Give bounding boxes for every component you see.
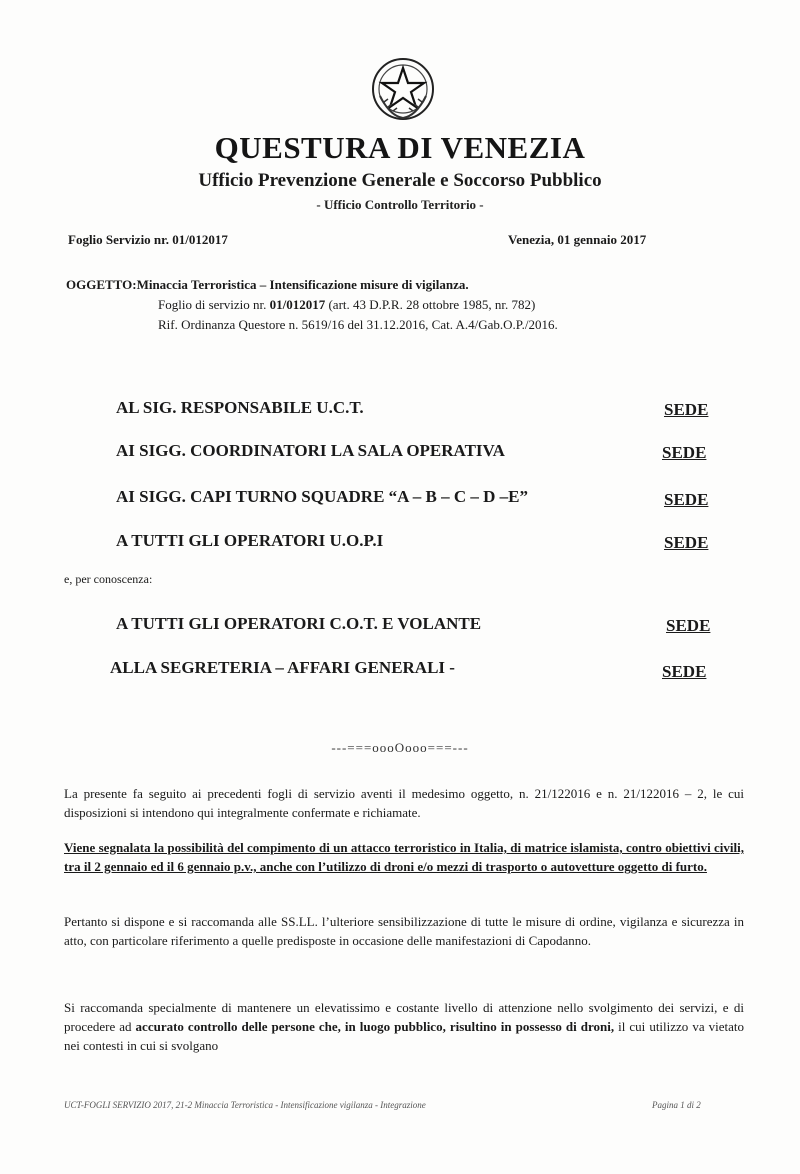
- body-paragraph-4-c: il cui utilizzo va vietato nei contesti in cui si svolgano: [64, 1019, 744, 1053]
- cc-label: e, per conoscenza:: [64, 572, 153, 586]
- recipient-name: A TUTTI GLI OPERATORI U.O.P.I: [116, 531, 384, 550]
- subject-title: Minaccia Terroristica – Intensificazione misure di vigilanza.: [136, 277, 469, 292]
- recipient-name: AI SIGG. CAPI TURNO SQUADRE “A – B – C – D –E”: [116, 487, 528, 506]
- office-title: QUESTURA DI VENEZIA: [214, 130, 586, 165]
- body-paragraph-4-b: accurato controllo delle persone che, in luogo pubblico, risultino in possesso di droni,: [135, 1019, 615, 1034]
- recipient-sede: SEDE: [664, 533, 709, 552]
- office-unit: - Ufficio Controllo Territorio -: [316, 197, 484, 212]
- body-paragraph-4: [64, 998, 744, 1055]
- subject-line-3: Rif. Ordinanza Questore n. 5619/16 del 31.12.2016, Cat. A.4/Gab.O.P./2016.: [158, 317, 558, 332]
- office-subtitle: Ufficio Prevenzione Generale e Soccorso Pubblico: [198, 170, 602, 191]
- footer-filename: UCT-FOGLI SERVIZIO 2017, 21-2 Minaccia Terroristica - Intensificazione vigilanza - Integrazione: [64, 1100, 426, 1110]
- recipient-sede: SEDE: [664, 490, 709, 509]
- cc-recipient-sede: SEDE: [666, 616, 711, 635]
- subject-line-2: [66, 295, 558, 315]
- body-paragraph-3: Pertanto si dispone e si raccomanda alle SS.LL. l’ulteriore sensibilizzazione di tutte le misure di ordine, vigilanza e sicurezza in atto, con particolare riferimento a quelle predisposte in occasione delle manifestazioni di Capodanno.: [64, 914, 744, 948]
- cc-recipient-name: A TUTTI GLI OPERATORI C.O.T. E VOLANTE: [116, 614, 482, 633]
- subject-line-2-post: (art. 43 D.P.R. 28 ottobre 1985, nr. 782): [325, 297, 536, 312]
- subject-label: OGGETTO:: [66, 277, 137, 292]
- subject-block: [66, 275, 558, 335]
- cc-recipient-name: ALLA SEGRETERIA – AFFARI GENERALI -: [110, 658, 455, 677]
- body-paragraph-2-warning: Viene segnalata la possibilità del compimento di un attacco terroristico in Italia, di matrice islamista, contro obiettivi civili, tra il 2 gennaio ed il 6 gennaio p.v., anche con l’utilizzo di droni e/o mezzi di trasporto o autovetture oggetto di furto.: [64, 840, 744, 874]
- subject-line-2-pre: Foglio di servizio nr.: [158, 297, 270, 312]
- recipient-sede: SEDE: [664, 400, 709, 419]
- italian-republic-emblem-icon: [370, 56, 436, 122]
- body-paragraph-4-a: Si raccomanda specialmente di mantenere un elevatissimo e costante livello di attenzione nello svolgimento dei servizi, e di procedere ad: [64, 1000, 744, 1034]
- body-paragraph-1: La presente fa seguito ai precedenti fogli di servizio aventi il medesimo oggetto, n. 21/122016 e n. 21/122016 – 2, le cui disposizioni si intendono qui integralmente confermate e richiamate.: [64, 786, 744, 820]
- cc-recipient-sede: SEDE: [662, 662, 707, 681]
- place-date: Venezia, 01 gennaio 2017: [508, 232, 647, 247]
- subject-line-2-number: 01/012017: [269, 297, 326, 312]
- separator: ---===oooOooo===---: [331, 740, 469, 755]
- service-sheet-number: Foglio Servizio nr. 01/012017: [68, 232, 228, 247]
- recipient-name: AL SIG. RESPONSABILE U.C.T.: [116, 398, 364, 417]
- recipient-sede: SEDE: [662, 443, 707, 462]
- footer-page-number: Pagina 1 di 2: [652, 1100, 701, 1110]
- recipient-name: AI SIGG. COORDINATORI LA SALA OPERATIVA: [116, 441, 505, 460]
